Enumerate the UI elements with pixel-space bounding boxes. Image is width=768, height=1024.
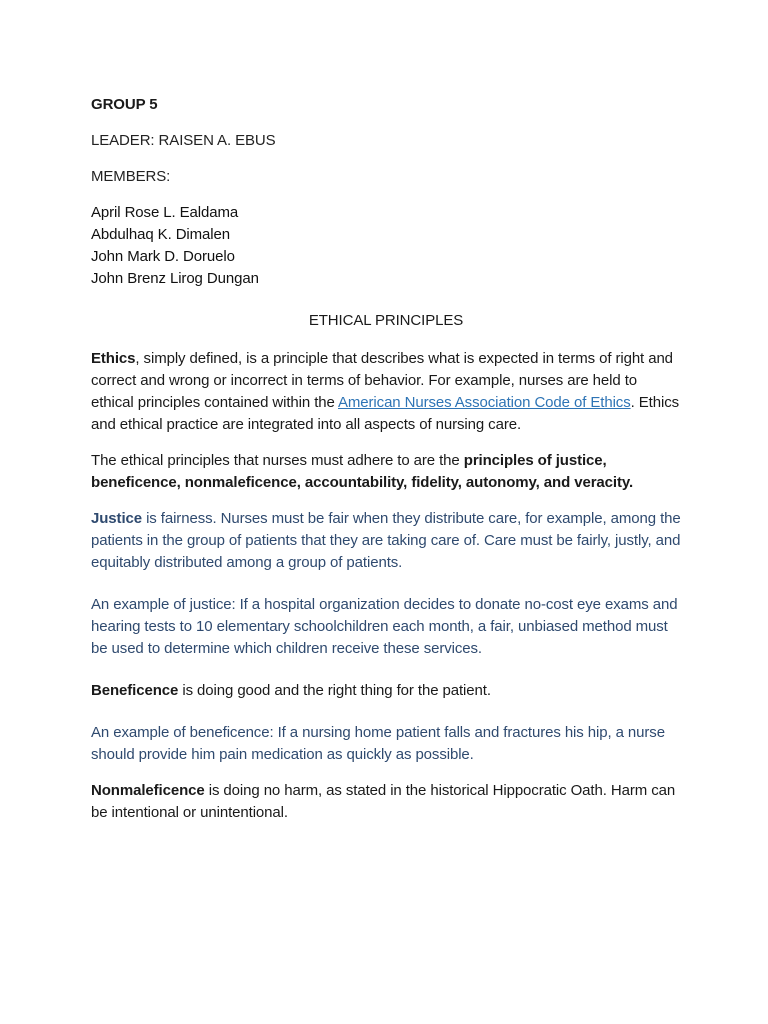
beneficence-example: An example of beneficence: If a nursing home patient falls and fractures his hip, a nurse should provide him pain medication as quickly as possible. bbox=[91, 724, 665, 763]
member-name: John Brenz Lirog Dungan bbox=[91, 270, 259, 287]
member-name: John Mark D. Doruelo bbox=[91, 248, 235, 265]
justice-example: An example of justice: If a hospital organization decides to donate no-cost eye exams and hearing tests to 10 elementary schoolchildren each month, a fair, unbiased method must be used to determine which children receive these services. bbox=[91, 596, 678, 657]
leader-line: LEADER: RAISEN A. EBUS bbox=[91, 132, 276, 149]
justice-term: Justice bbox=[91, 510, 142, 527]
nonmaleficence-paragraph bbox=[91, 780, 681, 824]
principles-paragraph bbox=[91, 450, 681, 494]
nonmaleficence-term: Nonmaleficence bbox=[91, 782, 205, 799]
principles-text: The ethical principles that nurses must adhere to are the bbox=[91, 452, 464, 469]
group-label: GROUP 5 bbox=[91, 96, 158, 113]
document-body bbox=[91, 94, 681, 838]
member-name: April Rose L. Ealdama bbox=[91, 204, 239, 221]
beneficence-paragraph bbox=[91, 680, 681, 702]
beneficence-text: is doing good and the right thing for the patient. bbox=[178, 682, 491, 699]
member-list bbox=[91, 202, 681, 290]
justice-paragraph bbox=[91, 508, 681, 574]
nonmaleficence-text: is doing no harm, as stated in the historical Hippocratic Oath. Harm can be intentional or unintentional. bbox=[91, 782, 676, 821]
principles-list: principles of justice, beneficence, nonmaleficence, accountability, fidelity, autonomy, and veracity. bbox=[91, 452, 634, 491]
ana-code-of-ethics-link[interactable]: American Nurses Association Code of Ethics bbox=[338, 394, 631, 411]
ethics-text-1: , simply defined, is a principle that describes what is expected in terms of right and correct and wrong or incorrect in terms of behavior. For example, nurses are held to ethical principles contained within the bbox=[91, 350, 673, 411]
member-name: Abdulhaq K. Dimalen bbox=[91, 226, 231, 243]
members-label: MEMBERS: bbox=[91, 168, 171, 185]
justice-text: is fairness. Nurses must be fair when they distribute care, for example, among the patients in the group of patients that they are taking care of. Care must be fairly, justly, and equitably distributed among a group of patients. bbox=[91, 510, 681, 571]
beneficence-term: Beneficence bbox=[91, 682, 179, 699]
ethics-term: Ethics bbox=[91, 350, 136, 367]
ethics-text-2: . Ethics and ethical practice are integrated into all aspects of nursing care. bbox=[91, 394, 679, 433]
section-heading: ETHICAL PRINCIPLES bbox=[308, 312, 464, 329]
ethics-paragraph bbox=[91, 348, 681, 436]
